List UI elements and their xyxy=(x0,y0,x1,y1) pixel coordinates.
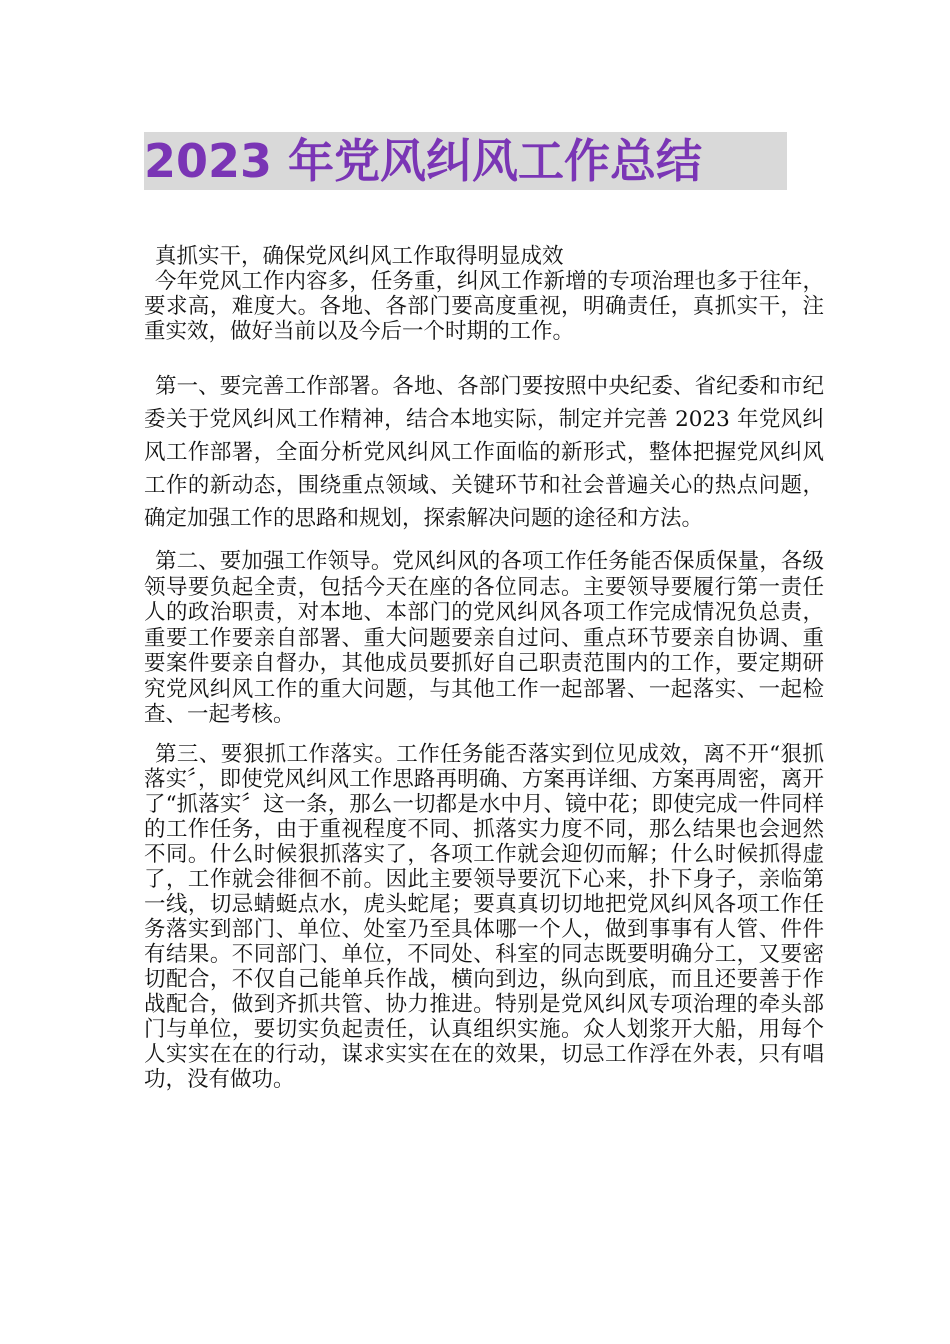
document-title: 2023 年党风纠风工作总结 xyxy=(144,132,787,190)
headline: 真抓实干，确保党风纠风工作取得明显成效 xyxy=(155,244,564,269)
intro-paragraph: 今年党风工作内容多，任务重，纠风工作新增的专项治理也多于往年，要求高，难度大。各地、各部门要高度重视，明确责任，真抓实干，注重实效，做好当前以及今后一个时期的工作。 xyxy=(144,269,824,344)
paragraph-2: 第二、要加强工作领导。党风纠风的各项工作任务能否保质保量，各级领导要负起全责，包括今天在座的各位同志。主要领导要履行第一责任人的政治职责，对本地、本部门的党风纠风各项工作完成情况负总责，重要工作要亲自部署、重大问题要亲自过问、重点环节要亲自协调、重要案件要亲自督办，其他成员要抓好自己职责范围内的工作，要定期研究党风纠风工作的重大问题，与其他工作一起部署、一起落实、一起检查、一起考核。 xyxy=(144,549,824,727)
paragraph-1: 第一、要完善工作部署。各地、各部门要按照中央纪委、省纪委和市纪委关于党风纠风工作精神，结合本地实际，制定并完善 2023 年党风纠风工作部署，全面分析党风纠风工作面临的新形式，整体把握党风纠风工作的新动态，围绕重点领域、关键环节和社会普遍关心的热点问题，确定加强工作的思路和规划，探索解决问题的途径和方法。 xyxy=(144,374,824,531)
paragraph-3: 第三、要狠抓工作落实。工作任务能否落实到位见成效，离不开“狠抓落实〞，即使党风纠风工作思路再明确、方案再详细、方案再周密，离开了“抓落实〞这一条，那么一切都是水中月、镜中花；即使完成一件同样的工作任务，由于重视程度不同、抓落实力度不同，那么结果也会迥然不同。什么时候狠抓落实了，各项工作就会迎仞而解；什么时候抓得虚了，工作就会徘徊不前。因此主要领导要沉下心来，扑下身子，亲临第一线，切忌蜻蜓点水，虎头蛇尾；要真真切切地把党风纠风各项工作任务落实到部门、单位、处室乃至具体哪一个人，做到事事有人管、件件有结果。不同部门、单位，不同处、科室的同志既要明确分工，又要密切配合，不仅自己能单兵作战，横向到边，纵向到底，而且还要善于作战配合，做到齐抓共管、协力推进。特别是党风纠风专项治理的牵头部门与单位，要切实负起责任，认真组织实施。众人划浆开大船，用每个人实实在在的行动，谋求实实在在的效果，切忌工作浮在外表，只有唱功，没有做功。 xyxy=(144,741,824,1092)
document-body xyxy=(144,244,824,1092)
